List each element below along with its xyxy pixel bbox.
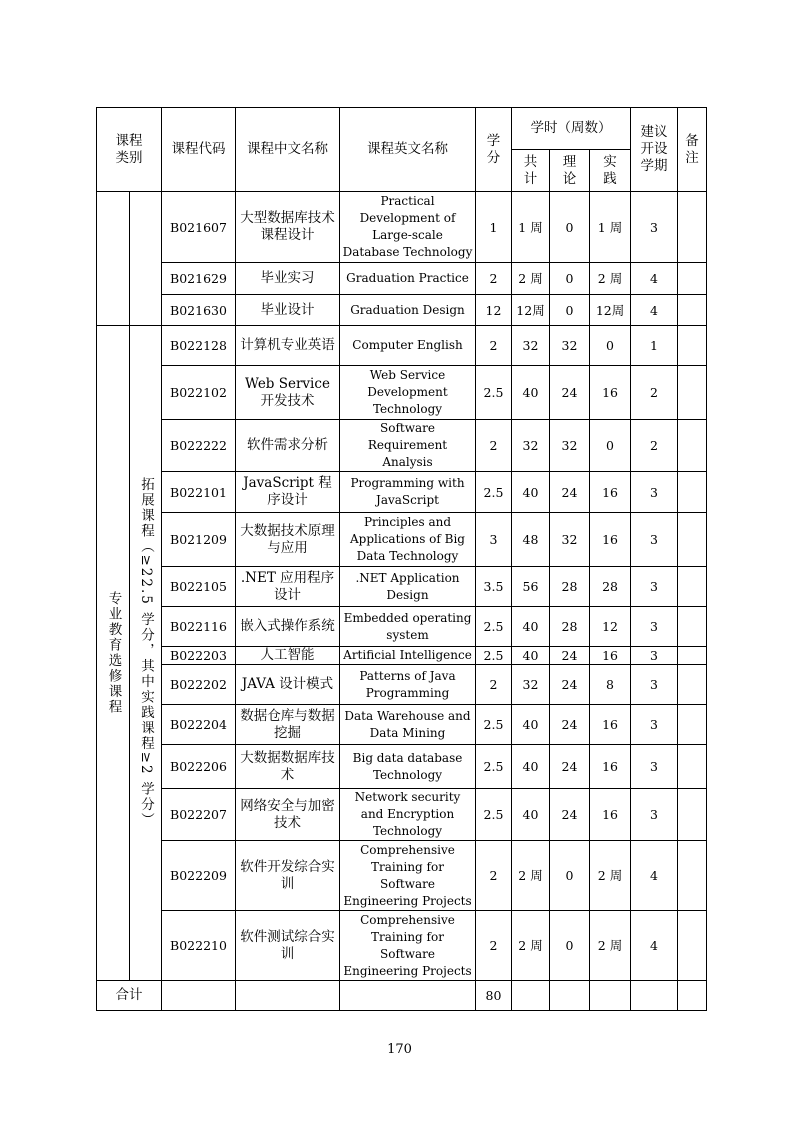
course-name-en: Artificial Intelligence bbox=[340, 647, 476, 665]
hours-total: 48 bbox=[512, 513, 550, 567]
hours-practice: 16 bbox=[590, 705, 631, 745]
course-credit: 2 bbox=[476, 326, 512, 366]
course-name-cn: 毕业实习 bbox=[236, 263, 340, 295]
table-row bbox=[97, 647, 707, 665]
course-credit: 1 bbox=[476, 192, 512, 263]
header-name-cn: 课程中文名称 bbox=[236, 108, 340, 192]
course-code: B022204 bbox=[162, 705, 236, 745]
course-code: B022222 bbox=[162, 420, 236, 472]
remark-cell bbox=[678, 263, 707, 295]
hours-theory: 32 bbox=[550, 513, 590, 567]
suggested-semester: 3 bbox=[631, 745, 678, 789]
course-name-cn: Web Service 开发技术 bbox=[236, 366, 340, 420]
category-cell-empty bbox=[97, 192, 130, 326]
course-name-cn: 软件需求分析 bbox=[236, 420, 340, 472]
remark-cell bbox=[678, 745, 707, 789]
course-name-cn: 人工智能 bbox=[236, 647, 340, 665]
course-name-cn: 软件开发综合实训 bbox=[236, 841, 340, 911]
hours-practice: 0 bbox=[590, 420, 631, 472]
course-credit: 2 bbox=[476, 420, 512, 472]
hours-practice: 12周 bbox=[590, 295, 631, 326]
course-credit: 12 bbox=[476, 295, 512, 326]
remark-cell bbox=[678, 705, 707, 745]
course-name-en: Web Service Development Technology bbox=[340, 366, 476, 420]
course-name-en: .NET Application Design bbox=[340, 567, 476, 607]
hours-total: 40 bbox=[512, 745, 550, 789]
hours-practice: 16 bbox=[590, 789, 631, 841]
course-code: B022210 bbox=[162, 911, 236, 981]
suggested-semester: 3 bbox=[631, 567, 678, 607]
course-code: B022101 bbox=[162, 472, 236, 513]
hours-theory: 24 bbox=[550, 647, 590, 665]
hours-theory: 0 bbox=[550, 841, 590, 911]
table-row bbox=[97, 789, 707, 841]
header-credit: 学 分 bbox=[476, 108, 512, 192]
hours-practice: 8 bbox=[590, 665, 631, 705]
suggested-semester: 1 bbox=[631, 326, 678, 366]
course-name-cn: 大型数据库技术课程设计 bbox=[236, 192, 340, 263]
suggested-semester: 4 bbox=[631, 841, 678, 911]
course-credit: 2 bbox=[476, 263, 512, 295]
course-name-en: Programming with JavaScript bbox=[340, 472, 476, 513]
course-name-en: Network security and Encryption Technology bbox=[340, 789, 476, 841]
suggested-semester: 2 bbox=[631, 420, 678, 472]
table-row bbox=[97, 567, 707, 607]
course-code: B022105 bbox=[162, 567, 236, 607]
hours-practice: 16 bbox=[590, 513, 631, 567]
remark-cell bbox=[678, 647, 707, 665]
table-row bbox=[97, 420, 707, 472]
course-code: B022128 bbox=[162, 326, 236, 366]
remark-cell bbox=[678, 607, 707, 647]
hours-total: 2 周 bbox=[512, 263, 550, 295]
header-total: 共 计 bbox=[512, 150, 550, 192]
hours-practice: 2 周 bbox=[590, 911, 631, 981]
hours-theory: 28 bbox=[550, 607, 590, 647]
hours-total: 40 bbox=[512, 647, 550, 665]
course-name-en: Comprehensive Training for Software Engineering Projects bbox=[340, 911, 476, 981]
course-credit: 2.5 bbox=[476, 366, 512, 420]
hours-practice: 16 bbox=[590, 472, 631, 513]
course-table bbox=[96, 107, 707, 1011]
suggested-semester: 3 bbox=[631, 192, 678, 263]
course-code: B021607 bbox=[162, 192, 236, 263]
course-name-cn: 网络安全与加密技术 bbox=[236, 789, 340, 841]
table-row bbox=[97, 705, 707, 745]
remark-cell bbox=[678, 841, 707, 911]
course-code: B022202 bbox=[162, 665, 236, 705]
hours-total: 40 bbox=[512, 366, 550, 420]
table-row bbox=[97, 607, 707, 647]
course-name-en: Patterns of Java Programming bbox=[340, 665, 476, 705]
remark-cell bbox=[678, 567, 707, 607]
hours-total: 2 周 bbox=[512, 841, 550, 911]
hours-theory: 24 bbox=[550, 705, 590, 745]
remark-cell bbox=[678, 789, 707, 841]
hours-theory: 24 bbox=[550, 665, 590, 705]
header-semester: 建议 开设 学期 bbox=[631, 108, 678, 192]
suggested-semester: 3 bbox=[631, 472, 678, 513]
header-theory: 理 论 bbox=[550, 150, 590, 192]
hours-practice: 16 bbox=[590, 647, 631, 665]
header-practice: 实 践 bbox=[590, 150, 631, 192]
category-elective-label: 专业教育选修课程 bbox=[105, 591, 122, 715]
course-name-en: Data Warehouse and Data Mining bbox=[340, 705, 476, 745]
hours-total: 2 周 bbox=[512, 911, 550, 981]
table-body bbox=[97, 108, 707, 1011]
suggested-semester: 3 bbox=[631, 705, 678, 745]
total-empty-cn bbox=[236, 981, 340, 1011]
table-row bbox=[97, 911, 707, 981]
course-name-cn: .NET 应用程序设计 bbox=[236, 567, 340, 607]
hours-theory: 0 bbox=[550, 192, 590, 263]
course-name-cn: 计算机专业英语 bbox=[236, 326, 340, 366]
suggested-semester: 2 bbox=[631, 366, 678, 420]
course-name-cn: 嵌入式操作系统 bbox=[236, 607, 340, 647]
suggested-semester: 3 bbox=[631, 607, 678, 647]
hours-total: 32 bbox=[512, 326, 550, 366]
course-credit: 2 bbox=[476, 665, 512, 705]
course-credit: 2.5 bbox=[476, 472, 512, 513]
suggested-semester: 3 bbox=[631, 513, 678, 567]
hours-theory: 24 bbox=[550, 745, 590, 789]
hours-total: 32 bbox=[512, 665, 550, 705]
hours-theory: 24 bbox=[550, 789, 590, 841]
header-name-en: 课程英文名称 bbox=[340, 108, 476, 192]
remark-cell bbox=[678, 192, 707, 263]
hours-theory: 0 bbox=[550, 911, 590, 981]
table-row bbox=[97, 326, 707, 366]
course-code: B022206 bbox=[162, 745, 236, 789]
hours-theory: 24 bbox=[550, 472, 590, 513]
suggested-semester: 4 bbox=[631, 263, 678, 295]
remark-cell bbox=[678, 513, 707, 567]
total-credit: 80 bbox=[476, 981, 512, 1011]
hours-theory: 0 bbox=[550, 263, 590, 295]
header-category: 课程 类别 bbox=[97, 108, 162, 192]
suggested-semester: 4 bbox=[631, 295, 678, 326]
total-empty-en bbox=[340, 981, 476, 1011]
total-label: 合计 bbox=[97, 981, 162, 1011]
course-name-cn: 大数据数据库技术 bbox=[236, 745, 340, 789]
course-name-cn: JavaScript 程序设计 bbox=[236, 472, 340, 513]
table-row bbox=[97, 366, 707, 420]
course-name-cn: 软件测试综合实训 bbox=[236, 911, 340, 981]
subcategory-cell-empty bbox=[130, 192, 162, 326]
table-row bbox=[97, 295, 707, 326]
table-row bbox=[97, 841, 707, 911]
course-name-en: Graduation Practice bbox=[340, 263, 476, 295]
course-credit: 2.5 bbox=[476, 745, 512, 789]
hours-practice: 1 周 bbox=[590, 192, 631, 263]
course-name-en: Graduation Design bbox=[340, 295, 476, 326]
course-credit: 3 bbox=[476, 513, 512, 567]
suggested-semester: 3 bbox=[631, 789, 678, 841]
table-row bbox=[97, 472, 707, 513]
course-code: B021209 bbox=[162, 513, 236, 567]
total-empty-code bbox=[162, 981, 236, 1011]
remark-cell bbox=[678, 911, 707, 981]
course-code: B022209 bbox=[162, 841, 236, 911]
hours-total: 12周 bbox=[512, 295, 550, 326]
table-row bbox=[97, 263, 707, 295]
header-hours: 学时（周数） bbox=[512, 108, 631, 150]
suggested-semester: 3 bbox=[631, 647, 678, 665]
total-empty-theory bbox=[550, 981, 590, 1011]
category-expansion bbox=[130, 326, 162, 981]
header-remark: 备 注 bbox=[678, 108, 707, 192]
course-name-en: Software Requirement Analysis bbox=[340, 420, 476, 472]
remark-cell bbox=[678, 326, 707, 366]
suggested-semester: 3 bbox=[631, 665, 678, 705]
hours-theory: 24 bbox=[550, 366, 590, 420]
course-code: B021629 bbox=[162, 263, 236, 295]
hours-total: 40 bbox=[512, 705, 550, 745]
hours-theory: 32 bbox=[550, 326, 590, 366]
course-credit: 2 bbox=[476, 841, 512, 911]
table-row bbox=[97, 192, 707, 263]
hours-theory: 0 bbox=[550, 295, 590, 326]
hours-total: 40 bbox=[512, 472, 550, 513]
course-name-en: Big data database Technology bbox=[340, 745, 476, 789]
course-name-cn: 数据仓库与数据挖掘 bbox=[236, 705, 340, 745]
hours-total: 40 bbox=[512, 789, 550, 841]
hours-practice: 12 bbox=[590, 607, 631, 647]
total-empty-hours bbox=[512, 981, 550, 1011]
course-code: B022207 bbox=[162, 789, 236, 841]
hours-total: 56 bbox=[512, 567, 550, 607]
header-row bbox=[97, 108, 707, 150]
hours-practice: 16 bbox=[590, 366, 631, 420]
hours-total: 40 bbox=[512, 607, 550, 647]
hours-practice: 16 bbox=[590, 745, 631, 789]
table-row bbox=[97, 745, 707, 789]
hours-total: 32 bbox=[512, 420, 550, 472]
hours-practice: 2 周 bbox=[590, 841, 631, 911]
course-code: B022102 bbox=[162, 366, 236, 420]
course-name-cn: JAVA 设计模式 bbox=[236, 665, 340, 705]
hours-practice: 0 bbox=[590, 326, 631, 366]
course-credit: 2.5 bbox=[476, 705, 512, 745]
course-name-en: Comprehensive Training for Software Engineering Projects bbox=[340, 841, 476, 911]
course-name-cn: 毕业设计 bbox=[236, 295, 340, 326]
hours-total: 1 周 bbox=[512, 192, 550, 263]
course-code: B021630 bbox=[162, 295, 236, 326]
total-empty-remark bbox=[678, 981, 707, 1011]
course-name-en: Principles and Applications of Big Data Technology bbox=[340, 513, 476, 567]
course-code: B022116 bbox=[162, 607, 236, 647]
course-name-en: Practical Development of Large-scale Database Technology bbox=[340, 192, 476, 263]
course-credit: 2.5 bbox=[476, 789, 512, 841]
course-credit: 2.5 bbox=[476, 607, 512, 647]
remark-cell bbox=[678, 366, 707, 420]
remark-cell bbox=[678, 420, 707, 472]
course-name-en: Computer English bbox=[340, 326, 476, 366]
category-expansion-label: 拓展课程（≥22.5 学分，其中实践课程≥2 学分） bbox=[138, 477, 154, 829]
total-empty-practice bbox=[590, 981, 631, 1011]
total-row bbox=[97, 981, 707, 1011]
remark-cell bbox=[678, 295, 707, 326]
category-elective bbox=[97, 326, 130, 981]
course-code: B022203 bbox=[162, 647, 236, 665]
hours-practice: 2 周 bbox=[590, 263, 631, 295]
course-credit: 2.5 bbox=[476, 647, 512, 665]
course-credit: 2 bbox=[476, 911, 512, 981]
page-number: 170 bbox=[387, 1042, 412, 1057]
total-empty-semester bbox=[631, 981, 678, 1011]
course-credit: 3.5 bbox=[476, 567, 512, 607]
hours-theory: 32 bbox=[550, 420, 590, 472]
table-row bbox=[97, 513, 707, 567]
hours-practice: 28 bbox=[590, 567, 631, 607]
remark-cell bbox=[678, 665, 707, 705]
remark-cell bbox=[678, 472, 707, 513]
suggested-semester: 4 bbox=[631, 911, 678, 981]
hours-theory: 28 bbox=[550, 567, 590, 607]
course-name-cn: 大数据技术原理与应用 bbox=[236, 513, 340, 567]
table-row bbox=[97, 665, 707, 705]
header-code: 课程代码 bbox=[162, 108, 236, 192]
course-name-en: Embedded operating system bbox=[340, 607, 476, 647]
